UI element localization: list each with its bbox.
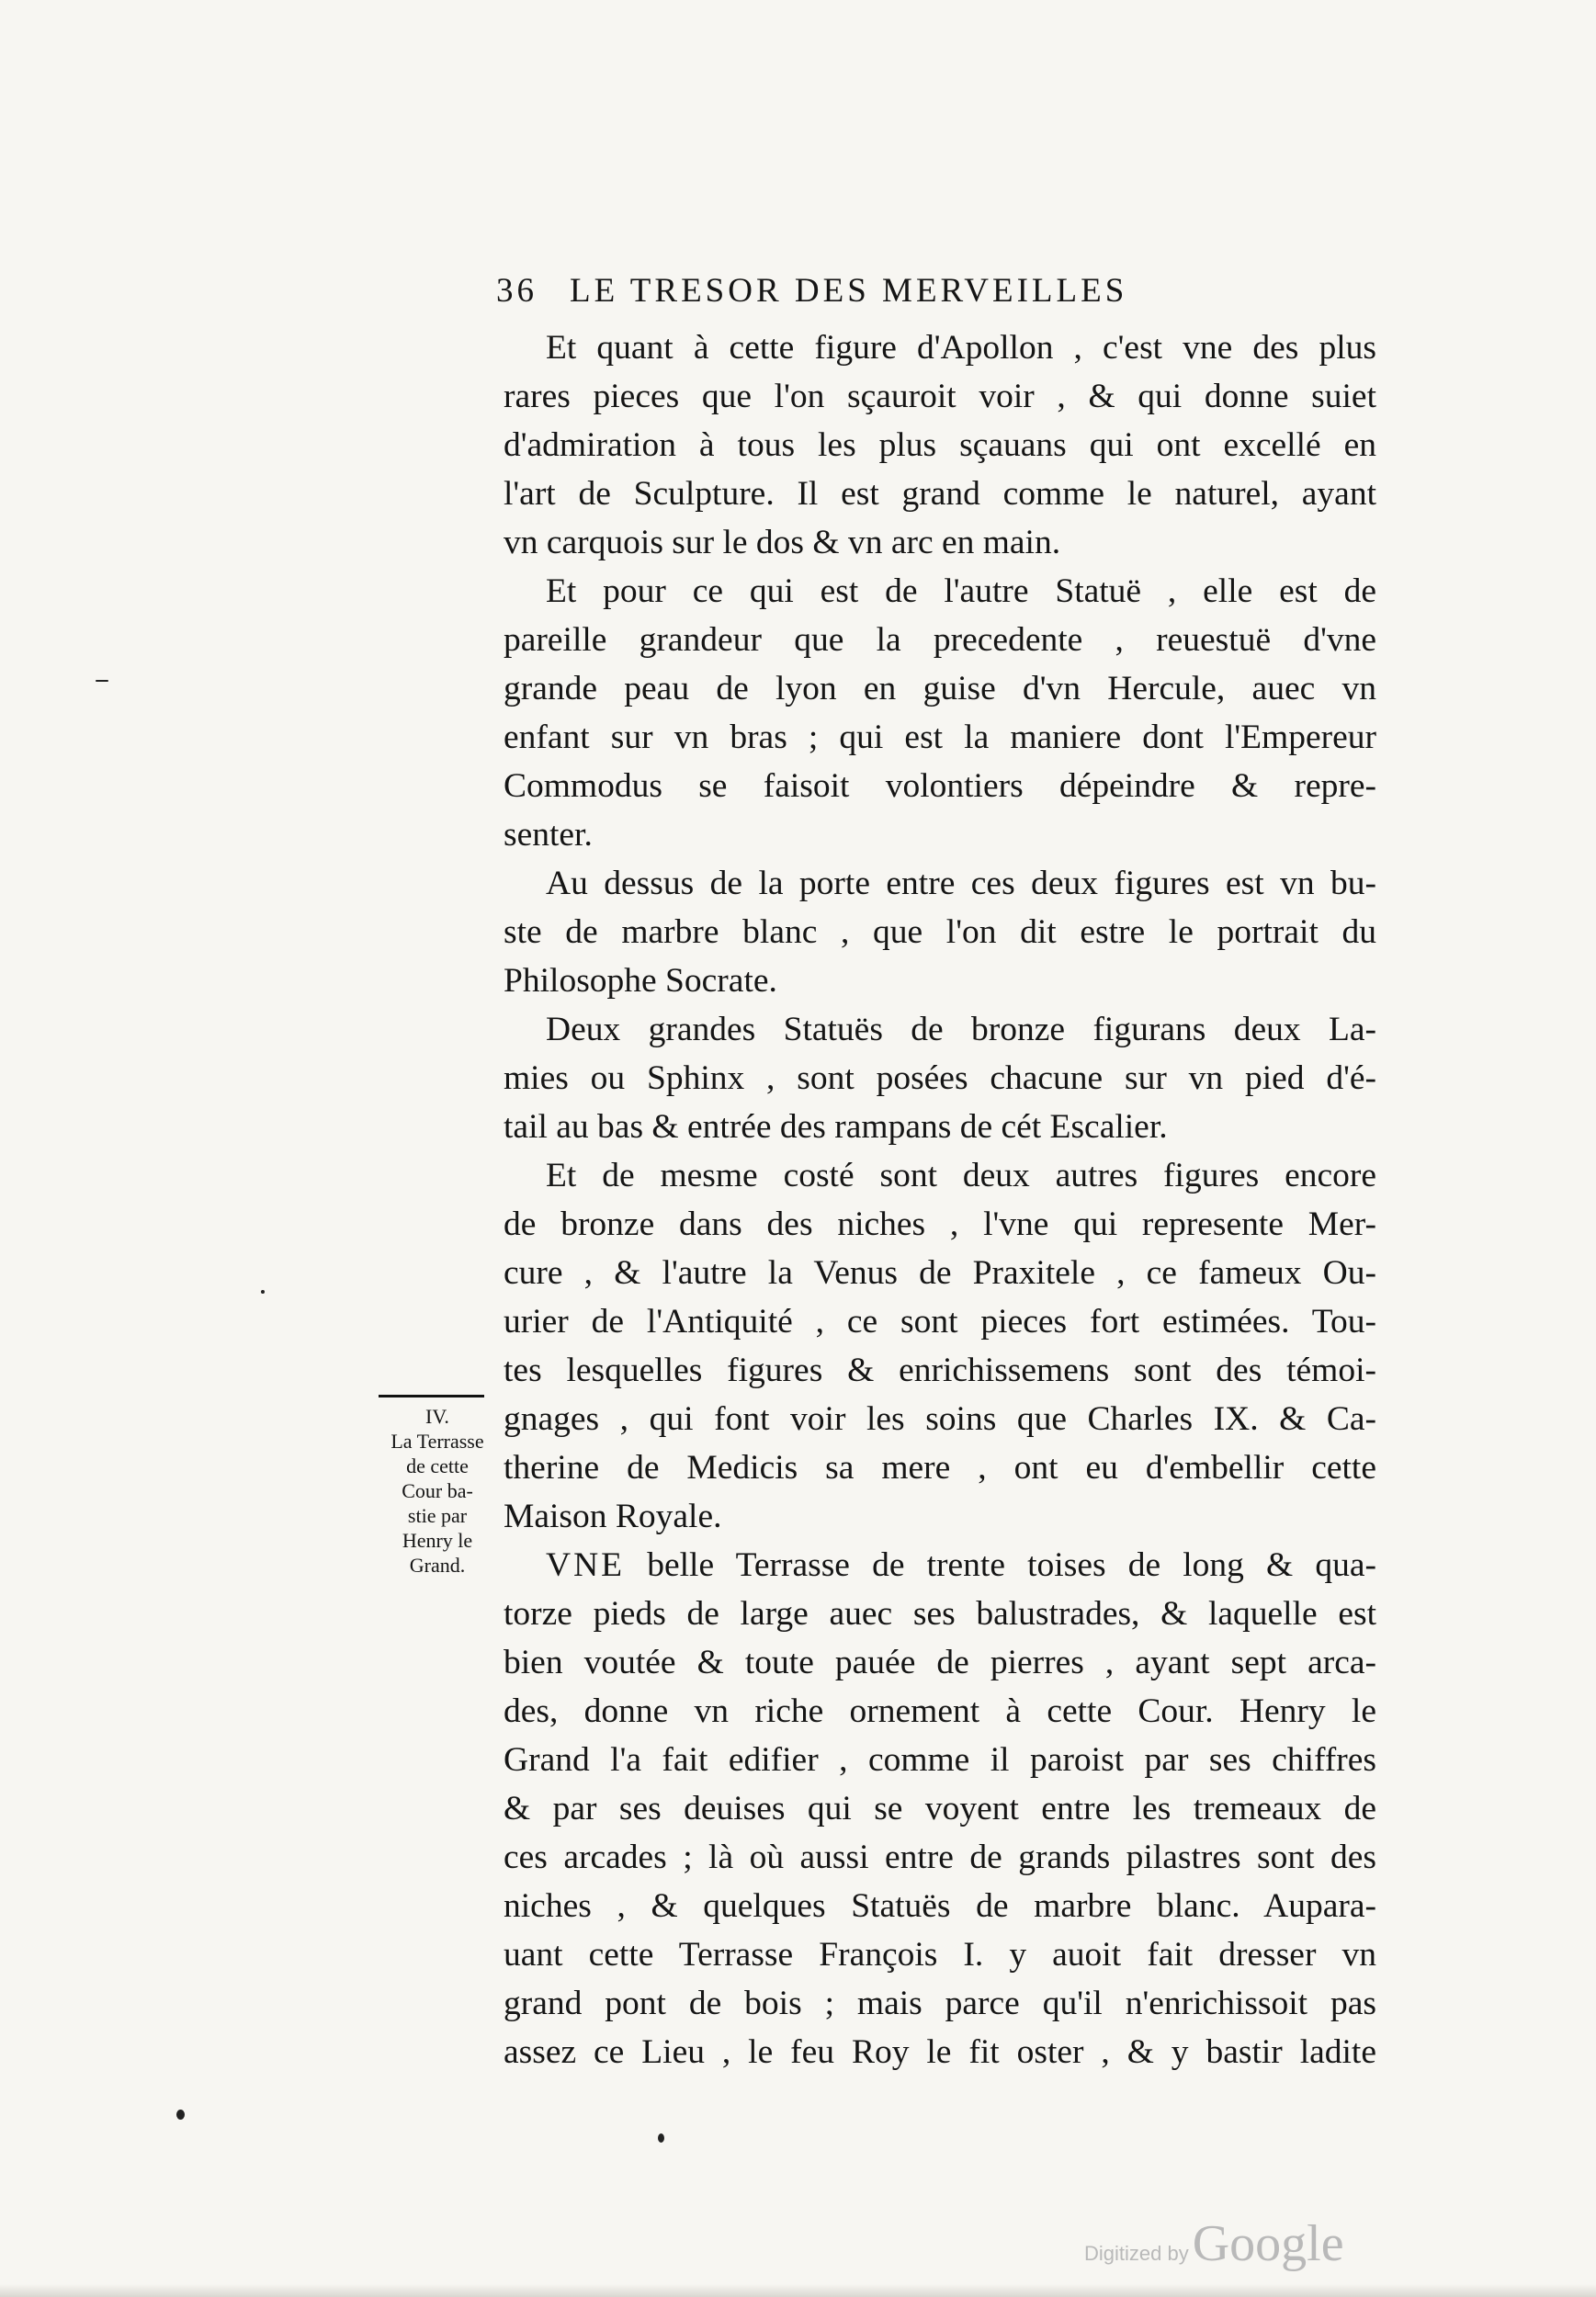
google-logo: Google bbox=[1192, 2215, 1344, 2272]
text-line: urier de l'Antiquité , ce sont pieces fort estimées. Tou- bbox=[504, 1303, 1376, 1341]
margin-note bbox=[378, 1404, 497, 1578]
text-line: Philosophe Socrate. bbox=[504, 962, 777, 1000]
running-head bbox=[496, 268, 1268, 314]
text-line: Maison Royale. bbox=[504, 1498, 722, 1535]
text-line: Deux grandes Statuës de bronze figurans deux La- bbox=[546, 1011, 1376, 1048]
digitized-watermark bbox=[1084, 2214, 1470, 2272]
ink-speck bbox=[658, 2133, 664, 2143]
section-initial: VNE bbox=[546, 1546, 626, 1584]
digitized-by-label: Digitized by bbox=[1084, 2242, 1189, 2265]
margin-note-line: Cour ba- bbox=[402, 1479, 473, 1502]
scan-edge bbox=[0, 2284, 1596, 2297]
text-line: Commodus se faisoit volontiers dépeindre & repre- bbox=[504, 767, 1376, 805]
running-title: LE TRESOR DES MERVEILLES bbox=[570, 272, 1128, 310]
section-first-line bbox=[504, 1541, 1376, 1590]
margin-note-line: Henry le bbox=[402, 1529, 473, 1552]
ink-speck bbox=[176, 2110, 185, 2120]
margin-note-line: de cette bbox=[406, 1454, 469, 1477]
text-line: tail au bas & entrée des rampans de cét Escalier. bbox=[504, 1108, 1168, 1146]
text-line: ces arcades ; là où aussi entre de grands pilastres sont des bbox=[504, 1839, 1376, 1876]
text-line: grand pont de bois ; mais parce qu'il n'enrichissoit pas bbox=[504, 1985, 1376, 2022]
ink-speck bbox=[261, 1290, 265, 1294]
text-line: Et pour ce qui est de l'autre Statuë , elle est de bbox=[546, 572, 1376, 610]
margin-rule bbox=[379, 1395, 484, 1397]
text-line: de bronze dans des niches , l'vne qui represente Mer- bbox=[504, 1205, 1376, 1243]
text-line: & par ses deuises qui se voyent entre les tremeaux de bbox=[504, 1790, 1376, 1827]
text-line: Au dessus de la porte entre ces deux figures est vn bu- bbox=[546, 865, 1376, 902]
text-line: Grand l'a fait edifier , comme il paroist par ses chiffres bbox=[504, 1741, 1376, 1779]
text-line: des, donne vn riche ornement à cette Cour. Henry le bbox=[504, 1692, 1376, 1730]
text-line: vn carquois sur le dos & vn arc en main. bbox=[504, 524, 1061, 561]
text-line: gnages , qui font voir les soins que Charles IX. & Ca- bbox=[504, 1400, 1376, 1438]
text-line: Et quant à cette figure d'Apollon , c'est vne des plus bbox=[546, 329, 1376, 367]
margin-note-line: La Terrasse bbox=[391, 1430, 484, 1453]
text-line: mies ou Sphinx , sont posées chacune sur vn pied d'é- bbox=[504, 1059, 1376, 1097]
text-line: assez ce Lieu , le feu Roy le fit oster , & y bastir ladite bbox=[504, 2033, 1376, 2071]
text-line: therine de Medicis sa mere , ont eu d'embellir cette bbox=[504, 1449, 1376, 1487]
text-line: enfant sur vn bras ; qui est la maniere dont l'Empereur bbox=[504, 719, 1376, 756]
text-line: Et de mesme costé sont deux autres figures encore bbox=[546, 1157, 1376, 1194]
ink-speck bbox=[96, 680, 108, 682]
text-line: rares pieces que l'on sçauroit voir , & qui donne suiet bbox=[504, 378, 1376, 415]
text-line: pareille grandeur que la precedente , reuestuë d'vne bbox=[504, 621, 1376, 659]
body-text bbox=[504, 323, 1376, 2076]
text-line: senter. bbox=[504, 816, 593, 854]
text-line: ste de marbre blanc , que l'on dit estre le portrait du bbox=[504, 913, 1376, 951]
text-line: cure , & l'autre la Venus de Praxitele , ce fameux Ou- bbox=[504, 1254, 1376, 1292]
page-number: 36 bbox=[496, 272, 538, 310]
text-line: uant cette Terrasse François I. y auoit fait dresser vn bbox=[504, 1936, 1376, 1974]
margin-note-number: IV. bbox=[425, 1405, 449, 1428]
text-line: torze pieds de large auec ses balustrades, & laquelle est bbox=[504, 1595, 1376, 1633]
text-line: d'admiration à tous les plus sçauans qui ont excellé en bbox=[504, 426, 1376, 464]
section-first-line-text: belle Terrasse de trente toises de long & qua- bbox=[625, 1546, 1376, 1584]
text-line: grande peau de lyon en guise d'vn Hercule, auec vn bbox=[504, 670, 1376, 707]
text-line: bien voutée & toute pauée de pierres , ayant sept arca- bbox=[504, 1644, 1376, 1681]
margin-note-line: stie par bbox=[407, 1504, 468, 1527]
text-line: niches , & quelques Statuës de marbre blanc. Aupara- bbox=[504, 1887, 1376, 1925]
text-line: l'art de Sculpture. Il est grand comme le naturel, ayant bbox=[504, 475, 1376, 513]
text-line: tes lesquelles figures & enrichissemens sont des témoi- bbox=[504, 1352, 1376, 1389]
margin-note-line: Grand. bbox=[409, 1554, 466, 1577]
